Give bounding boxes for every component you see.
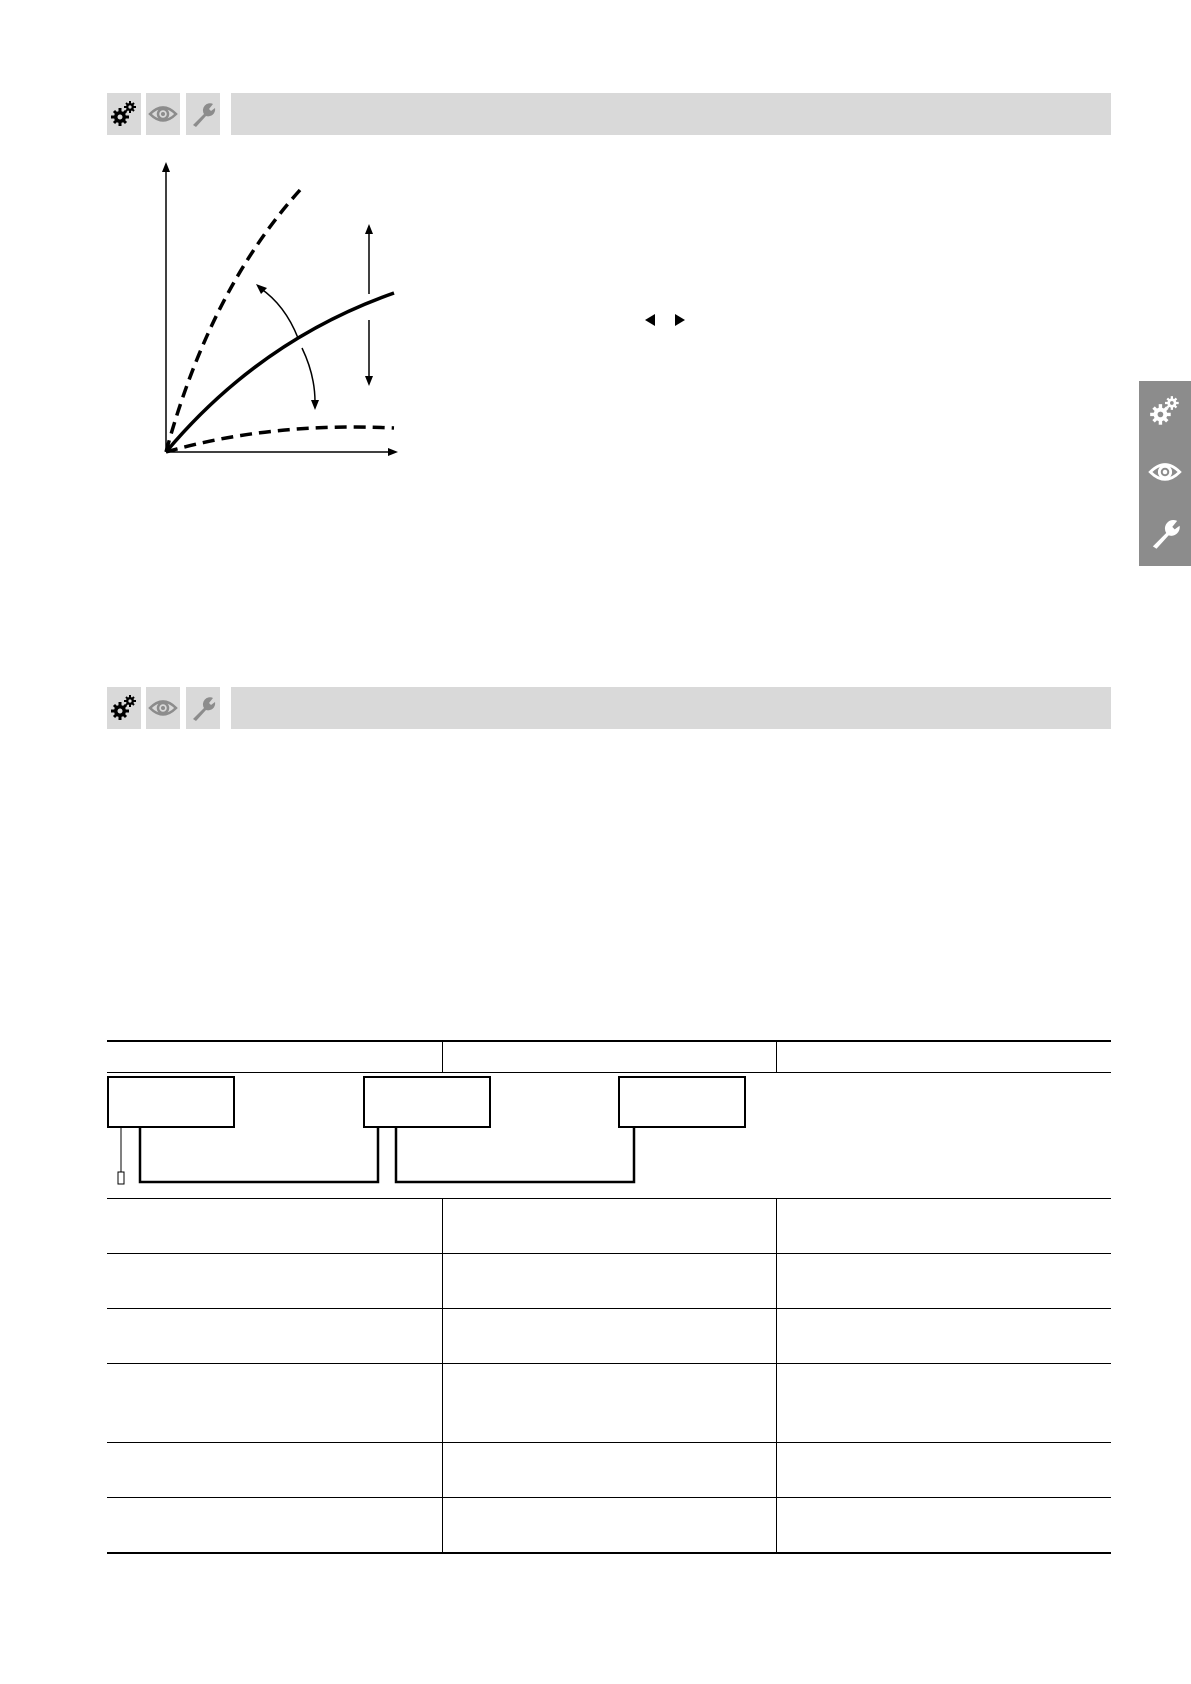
column-divider-2: [776, 1198, 777, 1552]
dashed-lower-curve: [166, 427, 394, 452]
eye-icon: [146, 687, 180, 729]
device-box-3: [618, 1076, 746, 1128]
wiring-lines: [107, 1128, 807, 1238]
header-divider-2: [776, 1040, 777, 1072]
wrench-icon: [186, 93, 220, 135]
arrow-left-icon: [645, 314, 655, 326]
nav-arrows: [643, 313, 687, 327]
section-title-bar: [231, 687, 1111, 729]
device-box-1: [107, 1076, 235, 1128]
vertical-arrow-up-head: [365, 224, 373, 234]
device-box-2: [363, 1076, 491, 1128]
x-axis-arrowhead: [388, 448, 398, 456]
vertical-arrow-down-head: [365, 376, 373, 386]
section-title-bar: [231, 93, 1111, 135]
side-eye-icon: [1145, 452, 1185, 492]
column-divider-1: [442, 1198, 443, 1552]
row-rule-5: [107, 1442, 1111, 1443]
section-header-1: [107, 93, 1111, 135]
curved-arrow-down-head: [311, 400, 319, 410]
section-header-2: [107, 687, 1111, 729]
curved-arrow-up: [260, 288, 298, 338]
header-bottom-rule: [107, 1072, 1111, 1073]
terminator-icon: [118, 1172, 124, 1184]
eye-icon: [146, 93, 180, 135]
arrow-right-icon: [675, 314, 685, 326]
wrench-icon: [186, 687, 220, 729]
header-divider-1: [442, 1040, 443, 1072]
gears-icon: [107, 93, 141, 135]
row-rule-6: [107, 1497, 1111, 1498]
row-rule-2: [107, 1253, 1111, 1254]
side-tab[interactable]: [1139, 381, 1191, 566]
gears-icon: [107, 687, 141, 729]
curved-arrow-down: [302, 348, 315, 402]
dashed-upper-curve: [166, 190, 300, 452]
side-gears-icon: [1145, 391, 1185, 431]
side-wrench-icon: [1145, 513, 1185, 553]
table-bottom-rule: [107, 1552, 1111, 1554]
y-axis-arrowhead: [162, 162, 170, 172]
row-rule-1: [107, 1198, 1111, 1199]
curve-graph: [140, 160, 410, 470]
row-rule-3: [107, 1308, 1111, 1309]
table-top-rule: [107, 1040, 1111, 1042]
row-rule-4: [107, 1363, 1111, 1364]
